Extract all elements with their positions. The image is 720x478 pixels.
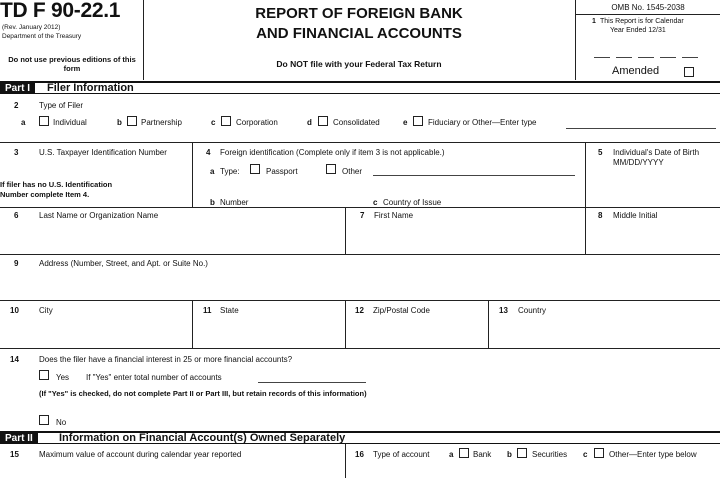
item10-label: City — [39, 306, 53, 315]
item14-no-label: No — [56, 418, 67, 427]
item2c-letter: c — [211, 118, 216, 127]
part2-tag: Part II — [0, 433, 38, 444]
bank-account-label: Bank — [473, 450, 492, 459]
item16a-letter: a — [449, 450, 454, 459]
item4a-letter: a — [210, 167, 215, 176]
item4-type-label: Type: — [220, 167, 240, 176]
item3-number: 3 — [14, 148, 19, 157]
other-account-label: Other—Enter type below — [609, 450, 697, 459]
passport-label: Passport — [266, 167, 298, 176]
corporation-label: Corporation — [236, 118, 278, 127]
item5-label-line1: Individual's Date of Birth — [613, 148, 700, 157]
item3-note-line2: Number complete Item 4. — [0, 190, 90, 199]
form-title-line1: REPORT OF FOREIGN BANK — [255, 5, 463, 22]
item5-number: 5 — [598, 148, 603, 157]
item1-number: 1 — [592, 18, 596, 25]
item11-label: State — [220, 306, 239, 315]
item14-question: Does the filer have a financial interest in 25 or more financial accounts? — [39, 355, 293, 364]
item4-label: Foreign identification (Complete only if item 3 is not applicable.) — [220, 148, 445, 157]
item13-number: 13 — [499, 306, 508, 315]
item4c-label: Country of Issue — [383, 198, 442, 207]
other-id-type-field[interactable] — [373, 175, 575, 176]
item1-text-line2: Year Ended 12/31 — [610, 27, 666, 34]
item3-note-line1: If filer has no U.S. Identification — [0, 180, 113, 189]
part2-header-bar — [0, 431, 720, 444]
item11-item12-divider — [345, 300, 346, 349]
individual-label: Individual — [53, 118, 87, 127]
item10-number: 10 — [10, 306, 19, 315]
consolidated-checkbox[interactable] — [318, 116, 328, 126]
passport-checkbox[interactable] — [250, 164, 260, 174]
header-divider-right — [575, 0, 576, 80]
item15-item16-divider — [345, 444, 346, 478]
item2-label: Type of Filer — [39, 101, 84, 110]
item6-item7-divider — [345, 207, 346, 255]
row-divider-6 — [0, 348, 720, 349]
item14-no-checkbox[interactable] — [39, 415, 49, 425]
fiduciary-type-field[interactable] — [566, 128, 716, 129]
item16c-letter: c — [583, 450, 588, 459]
row-divider-3 — [0, 207, 720, 208]
other-id-checkbox[interactable] — [326, 164, 336, 174]
item2-number: 2 — [14, 101, 19, 110]
part1-title: Filer Information — [47, 82, 134, 94]
department-name: Department of the Treasury — [2, 33, 82, 40]
partnership-label: Partnership — [141, 118, 182, 127]
form-number: TD F 90-22.1 — [0, 0, 121, 22]
item6-number: 6 — [14, 211, 19, 220]
item14-yes-checkbox[interactable] — [39, 370, 49, 380]
part1-tag: Part I — [0, 83, 35, 94]
item7-number: 7 — [360, 211, 365, 220]
item12-number: 12 — [355, 306, 364, 315]
consolidated-label: Consolidated — [333, 118, 380, 127]
securities-account-checkbox[interactable] — [517, 448, 527, 458]
item9-label: Address (Number, Street, and Apt. or Suite No.) — [39, 259, 208, 268]
amended-label: Amended — [612, 65, 660, 77]
item16-label: Type of account — [373, 450, 430, 459]
other-account-checkbox[interactable] — [594, 448, 604, 458]
item12-label: Zip/Postal Code — [373, 306, 430, 315]
individual-checkbox[interactable] — [39, 116, 49, 126]
item2b-letter: b — [117, 118, 122, 127]
calendar-year-field[interactable] — [594, 57, 699, 58]
item14-yes-instruction: If "Yes" enter total number of accounts — [86, 373, 222, 382]
item11-number: 11 — [203, 306, 212, 315]
item12-item13-divider — [488, 300, 489, 349]
amended-checkbox[interactable] — [684, 67, 694, 77]
part2-title: Information on Financial Account(s) Owned Separately — [59, 432, 346, 444]
row-divider-4 — [0, 254, 720, 255]
item3-item4-divider — [192, 142, 193, 208]
item4-item5-divider — [585, 142, 586, 208]
item4b-letter: b — [210, 198, 215, 207]
item15-label: Maximum value of account during calendar year reported — [39, 450, 242, 459]
item6-label: Last Name or Organization Name — [39, 211, 159, 220]
item16b-letter: b — [507, 450, 512, 459]
revision-date: (Rev. January 2012) — [2, 24, 61, 31]
item13-label: Country — [518, 306, 547, 315]
do-not-file-notice: Do NOT file with your Federal Tax Return — [276, 59, 442, 69]
item9-number: 9 — [14, 259, 19, 268]
item7-label: First Name — [374, 211, 414, 220]
item14-number: 14 — [10, 355, 19, 364]
item4b-label: Number — [220, 198, 249, 207]
omb-number: OMB No. 1545-2038 — [611, 3, 685, 12]
item2e-letter: e — [403, 118, 408, 127]
partnership-checkbox[interactable] — [127, 116, 137, 126]
item14-note: (If "Yes" is checked, do not complete Part II or Part III, but retain records of this information) — [39, 389, 367, 398]
item3-label: U.S. Taxpayer Identification Number — [39, 148, 167, 157]
bank-account-checkbox[interactable] — [459, 448, 469, 458]
item14-yes-label: Yes — [56, 373, 70, 382]
item15-number: 15 — [10, 450, 19, 459]
securities-account-label: Securities — [532, 450, 568, 459]
item8-label: Middle Initial — [613, 211, 658, 220]
row-divider-5 — [0, 300, 720, 301]
omb-underline — [575, 14, 720, 15]
row-divider-2 — [0, 142, 720, 143]
no-previous-editions: Do not use previous editions of this form — [8, 55, 136, 73]
item8-number: 8 — [598, 211, 603, 220]
part1-header-bar — [0, 81, 720, 94]
form-title-line2: AND FINANCIAL ACCOUNTS — [256, 25, 462, 42]
fiduciary-checkbox[interactable] — [413, 116, 423, 126]
item1-text-line1: This Report is for Calendar — [600, 18, 684, 25]
item10-item11-divider — [192, 300, 193, 349]
item7-item8-divider — [585, 207, 586, 255]
item4-number: 4 — [206, 148, 211, 157]
item16-number: 16 — [355, 450, 364, 459]
other-id-label: Other — [342, 167, 363, 176]
corporation-checkbox[interactable] — [221, 116, 231, 126]
item2a-letter: a — [21, 118, 26, 127]
fiduciary-label: Fiduciary or Other—Enter type — [428, 118, 537, 127]
item4c-letter: c — [373, 198, 378, 207]
item2d-letter: d — [307, 118, 312, 127]
total-accounts-field[interactable] — [258, 382, 366, 383]
item5-label-line2: MM/DD/YYYY — [613, 158, 664, 167]
